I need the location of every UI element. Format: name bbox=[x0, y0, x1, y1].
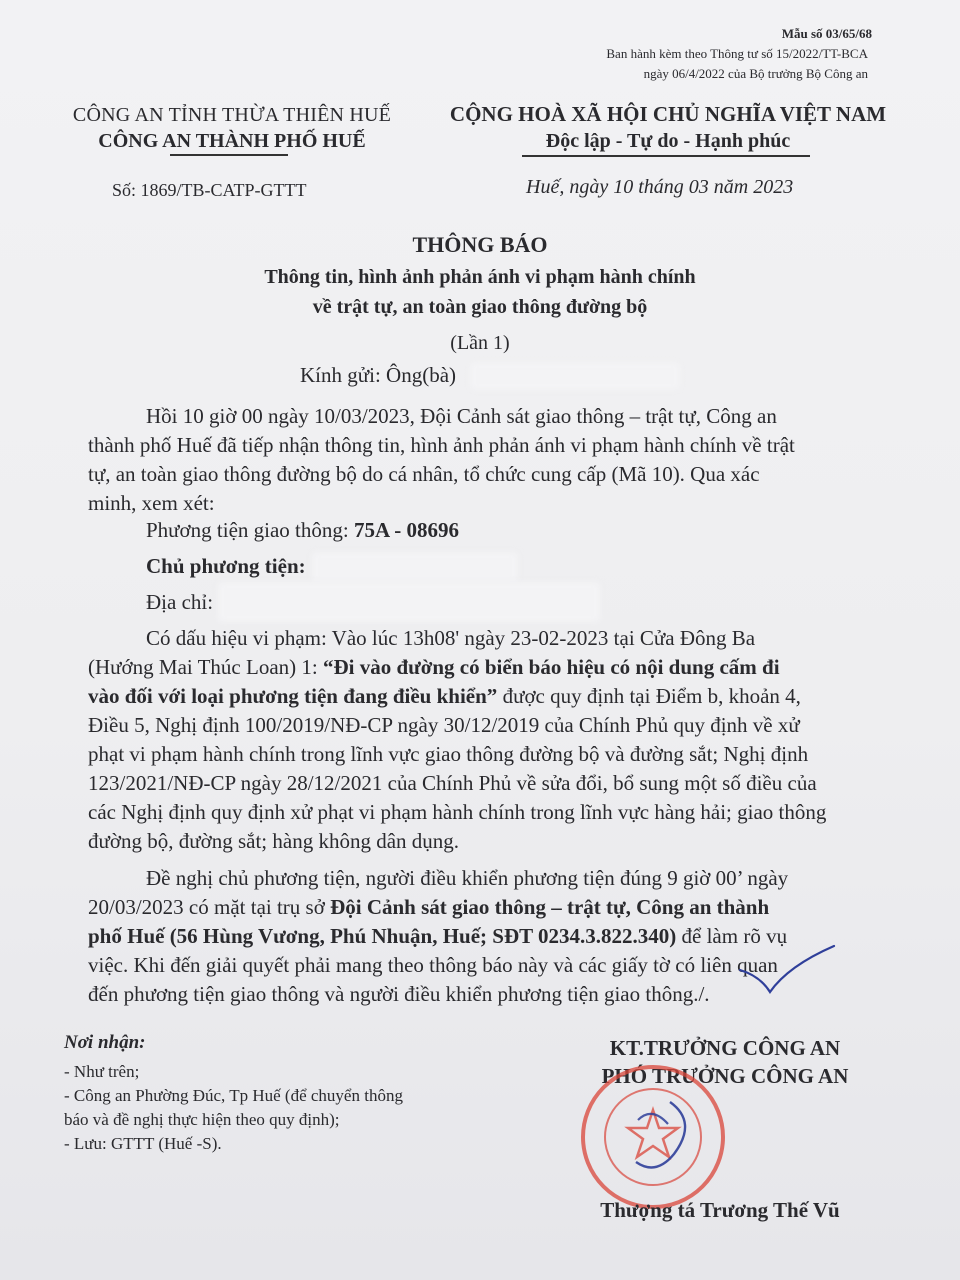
redacted-recipient-name bbox=[470, 362, 680, 390]
place-date: Huế, ngày 10 tháng 03 năm 2023 bbox=[526, 176, 794, 198]
violation-line-3 bbox=[88, 684, 801, 709]
motto-underline bbox=[522, 155, 810, 157]
redacted-owner bbox=[312, 552, 518, 582]
recipients-item-1: - Như trên; bbox=[64, 1062, 140, 1081]
form-note-2: ngày 06/4/2022 của Bộ trưởng Bộ Công an bbox=[643, 66, 868, 81]
recipients-title: Nơi nhận: bbox=[64, 1032, 146, 1053]
vehicle-label: Phương tiện giao thông: bbox=[146, 518, 354, 542]
request-purpose: để làm rõ vụ bbox=[676, 924, 788, 948]
intro-line-3: tự, an toàn giao thông đường bộ do cá nhân, tổ chức cung cấp (Mã 10). Qua xác bbox=[88, 462, 760, 486]
intro-line-2: thành phố Huế đã tiếp nhận thông tin, hình ảnh phản ánh vi phạm hành chính về trật bbox=[88, 433, 795, 457]
handwritten-check-mark bbox=[730, 940, 840, 1000]
address-field bbox=[146, 590, 213, 615]
intro-line-1: Hồi 10 giờ 00 ngày 10/03/2023, Đội Cảnh sát giao thông – trật tự, Công an bbox=[146, 404, 777, 428]
redacted-address bbox=[218, 582, 600, 622]
violation-line-5: phạt vi phạm hành chính trong lĩnh vực giao thông đường bộ và đường sắt; Nghị định bbox=[88, 742, 809, 766]
address-label: Địa chỉ: bbox=[146, 590, 214, 614]
org-line-2: CÔNG AN THÀNH PHỐ HUẾ bbox=[98, 130, 366, 152]
violation-line-4: Điều 5, Nghị định 100/2019/NĐ-CP ngày 30/12/2019 của Chính Phủ quy định về xử bbox=[88, 713, 800, 737]
violation-line-6: 123/2021/NĐ-CP ngày 28/12/2021 của Chính Phủ về sửa đổi, bổ sung một số điều của bbox=[88, 771, 817, 795]
notice-round: (Lần 1) bbox=[450, 332, 510, 354]
vehicle-field bbox=[146, 518, 459, 543]
request-line-2 bbox=[88, 895, 769, 920]
document-number: Số: 1869/TB-CATP-GTTT bbox=[112, 180, 307, 200]
violation-line-7: các Nghị định quy định xử phạt vi phạm hành chính trong lĩnh vực hàng hải; giao thông bbox=[88, 800, 827, 824]
request-line-5: đến phương tiện giao thông và người điều khiển phương tiện giao thông./. bbox=[88, 982, 710, 1006]
owner-field bbox=[146, 554, 306, 579]
form-code: Mẫu số 03/65/68 bbox=[781, 26, 872, 41]
request-line-1: Đề nghị chủ phương tiện, người điều khiển phương tiện đúng 9 giờ 00’ ngày bbox=[146, 866, 789, 890]
official-red-stamp bbox=[578, 1062, 728, 1212]
org-line-1: CÔNG AN TỈNH THỪA THIÊN HUẾ bbox=[72, 104, 392, 126]
violation-title-part-1: “Đi vào đường có biển báo hiệu có nội dung cấm đi bbox=[322, 655, 780, 679]
document-title: THÔNG BÁO bbox=[412, 232, 548, 257]
request-office-part-2: phố Huế (56 Hùng Vương, Phú Nhuận, Huế; SĐT 0234.3.822.340) bbox=[88, 924, 677, 948]
nation-motto: Độc lập - Tự do - Hạnh phúc bbox=[545, 130, 791, 152]
owner-label: Chủ phương tiện: bbox=[146, 554, 306, 578]
form-note-1: Ban hành kèm theo Thông tư số 15/2022/TT-BCA bbox=[606, 46, 868, 61]
document-subtitle-2: về trật tự, an toàn giao thông đường bộ bbox=[312, 296, 648, 318]
org-underline bbox=[170, 154, 288, 156]
violation-title-part-2: vào đối với loại phương tiện đang điều khiển” bbox=[88, 684, 498, 708]
request-line-3 bbox=[88, 924, 787, 949]
violation-line-1: Có dấu hiệu vi phạm: Vào lúc 13h08' ngày 23-02-2023 tại Cửa Đông Ba bbox=[146, 626, 756, 650]
signature-title-2: PHÓ TRƯỞNG CÔNG AN bbox=[601, 1064, 849, 1088]
recipients-item-4: - Lưu: GTTT (Huế -S). bbox=[64, 1134, 222, 1153]
signature-title-1: KT.TRƯỞNG CÔNG AN bbox=[609, 1036, 841, 1060]
nation-line-1: CỘNG HOÀ XÃ HỘI CHỦ NGHĨA VIỆT NAM bbox=[449, 102, 887, 126]
violation-line-2 bbox=[88, 655, 780, 680]
signer-name: Thượng tá Trương Thế Vũ bbox=[600, 1198, 840, 1222]
violation-line-8: đường bộ, đường sắt; hàng không dân dụng. bbox=[88, 829, 460, 853]
violation-regulation: được quy định tại Điểm b, khoản 4, bbox=[497, 684, 801, 708]
document-subtitle-1: Thông tin, hình ảnh phản ánh vi phạm hành chính bbox=[264, 266, 696, 288]
intro-line-4: minh, xem xét: bbox=[88, 491, 215, 515]
recipient-label: Kính gửi: Ông(bà) bbox=[300, 363, 457, 387]
request-office-part-1: Đội Cảnh sát giao thông – trật tự, Công an thành bbox=[330, 895, 770, 919]
request-line-4: việc. Khi đến giải quyết phải mang theo thông báo này và các giấy tờ có liên quan bbox=[88, 953, 778, 977]
request-date: 20/03/2023 có mặt tại trụ sở bbox=[88, 895, 331, 919]
vehicle-plate: 75A - 08696 bbox=[353, 518, 459, 542]
recipients-item-2: - Công an Phường Đúc, Tp Huế (để chuyển thông bbox=[64, 1086, 403, 1105]
recipients-item-3: báo và đề nghị thực hiện theo quy định); bbox=[64, 1110, 340, 1129]
violation-location: (Hướng Mai Thúc Loan) 1: bbox=[88, 655, 323, 679]
